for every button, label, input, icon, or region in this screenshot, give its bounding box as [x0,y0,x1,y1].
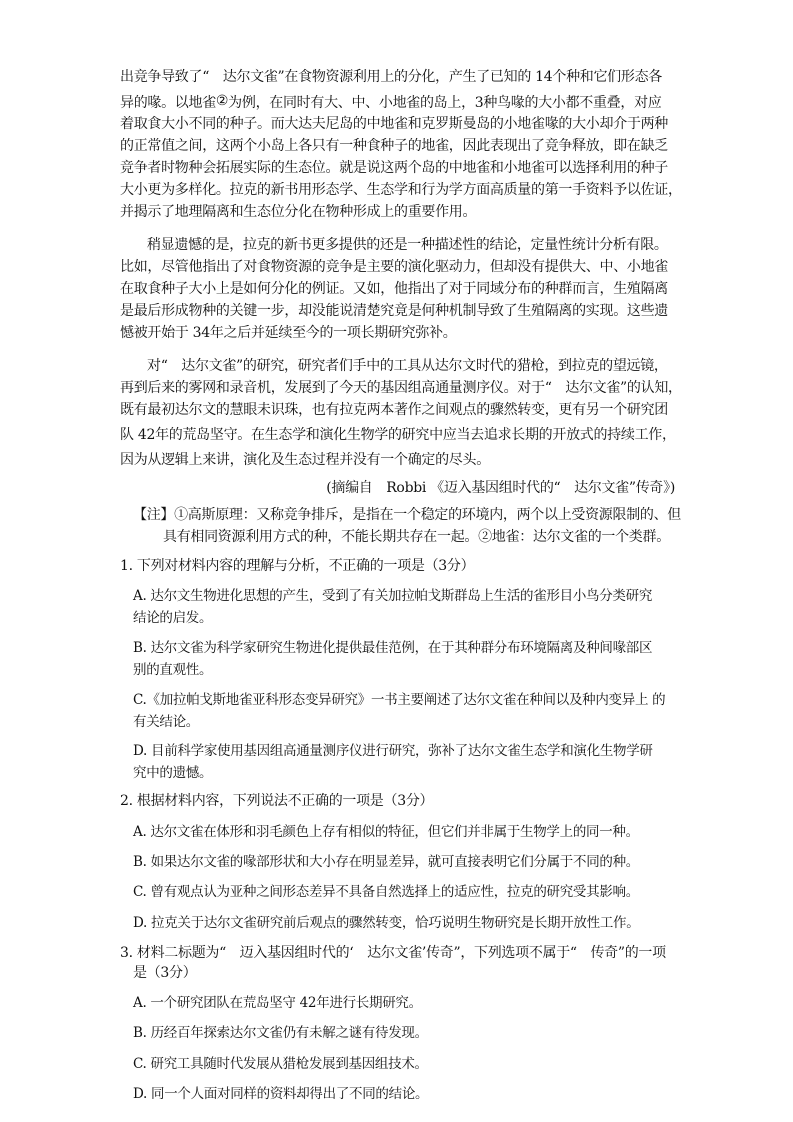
passage-line: 稍显遗憾的是，拉克的新书更多提供的还是一种描述性的结论，定量性统计分析有限。 [147,237,668,253]
question-stem: 是（3分） [133,965,197,981]
passage-line: 比如，尽管他指出了对食物资源的竞争是主要的演化驱动力，但却没有提供大、中、小地雀 [120,259,668,275]
passage-line [120,91,661,113]
option-line: C. 研究工具随时代发展从猎枪发展到基因组技术。 [133,1056,428,1072]
passage-line: 是最后形成物种的关键一步，却没能说清楚究竟是何种机制导致了生殖隔离的实现。这些遗 [120,303,668,319]
option-line: D. 拉克关于达尔文雀研究前后观点的骤然转变，恰巧说明生物研究是长期开放性工作。 [133,915,640,931]
option-line: 结论的启发。 [133,610,213,626]
passage-line: 的正常值之间，这两个小岛上各只有一种食种子的地雀，因此表现出了竞争释放，即在缺乏 [120,138,668,154]
passage-line: 大小更为多样化。拉克的新书用形态学、生态学和行为学方面高质量的第一手资料予以佐证， [120,182,682,198]
passage-line: 出竞争导致了“ 达尔文雀”在食物资源利用上的分化，产生了已知的 14个种和它们形态各 [120,69,662,85]
footnote-marker: ② [215,93,229,109]
option-line: B. 历经百年探索达尔文雀仍有未解之谜有待发现。 [133,1025,428,1041]
note-line: 具有相同资源利用方式的种，不能长期共存在一起。②地雀：达尔文雀的一个类群。 [163,529,670,545]
note-line: 【注】①高斯原理：又称竞争排斥，是指在一个稳定的环境内，两个以上受资源限制的、但 [133,507,681,523]
passage-line: 并揭示了地理隔离和生态位分化在物种形成上的重要作用。 [120,204,477,220]
passage-text: 为例，在同时有大、中、小地雀的岛上，3种鸟喙的大小都不重叠，对应 [228,95,662,111]
passage-line: 着取食大小不同的种子。而大达夫尼岛的中地雀和克罗斯曼岛的小地雀喙的大小却介于两种 [120,116,668,132]
question-stem: 2. 根据材料内容，下列说法不正确的一项是（3分） [120,793,434,809]
passage-line: 既有最初达尔文的慧眼未识珠，也有拉克两本著作之间观点的骤然转变，更有另一个研究团 [120,402,668,418]
option-line: C.《加拉帕戈斯地雀亚科形态变异研究》一书主要阐述了达尔文雀在种间以及种内变异上 的 [133,692,666,708]
source-citation: (摘编自 Robbi 《迈入基因组时代的“ 达尔文雀”传奇》) [326,480,675,496]
passage-line: 竞争者时物种会拓展实际的生态位。就是说这两个岛的中地雀和小地雀可以选择利用的种子 [120,160,668,176]
question-stem: 1. 下列对材料内容的理解与分析，不正确的一项是（3分） [120,558,475,574]
passage-line: 对“ 达尔文雀”的研究，研究者们手中的工具从达尔文时代的猎枪，到拉克的望远镜， [147,358,668,374]
option-line: A. 一个研究团队在荒岛坚守 42年进行长期研究。 [133,995,422,1011]
option-line: B. 如果达尔文雀的喙部形状和大小存在明显差异，就可直接表明它们分属于不同的种。 [133,854,640,870]
option-line: 别的直观性。 [133,662,213,678]
passage-line: 在取食种子大小上是如何分化的例证。又如，他指出了对于同域分布的种群而言，生殖隔离 [120,281,668,297]
passage-line: 再到后来的雾网和录音机，发展到了今天的基因组高通量测序仪。对于“ 达尔文雀”的认知， [120,380,682,396]
question-stem: 3. 材料二标题为“ 迈入基因组时代的‘ 达尔文雀’传奇”，下列选项不属于“ 传奇”的一项 [120,945,666,961]
option-line: B. 达尔文雀为科学家研究生物进化提供最佳范例，在于其种群分布环境隔离及种间喙部区 [133,640,653,656]
option-line: A. 达尔文雀在体形和羽毛颜色上存有相似的特征，但它们并非属于生物学上的同一种。 [133,824,639,840]
option-line: A. 达尔文生物进化思想的产生，受到了有关加拉帕戈斯群岛上生活的雀形目小鸟分类研究 [133,588,653,604]
option-line: C. 曾有观点认为亚种之间形态差异不具备自然选择上的适应性，拉克的研究受其影响。 [133,884,639,900]
passage-line: 队 42年的荒岛坚守。在生态学和演化生物学的研究中应当去追求长期的开放式的持续工作， [120,427,676,443]
option-line: 有关结论。 [133,714,199,730]
passage-line: 憾被开始于 34年之后并延续至今的一项长期研究弥补。 [120,325,457,341]
option-line: D. 同一个人面对同样的资料却得出了不同的结论。 [133,1086,429,1102]
passage-line: 因为从逻辑上来讲，演化及生态过程并没有一个确定的尽头。 [120,452,490,468]
passage-text: 异的喙。以地雀 [120,95,216,111]
option-line: D. 目前科学家使用基因组高通量测序仪进行研究，弥补了达尔文雀生态学和演化生物学研 [133,743,653,759]
option-line: 究中的遗憾。 [133,765,213,781]
